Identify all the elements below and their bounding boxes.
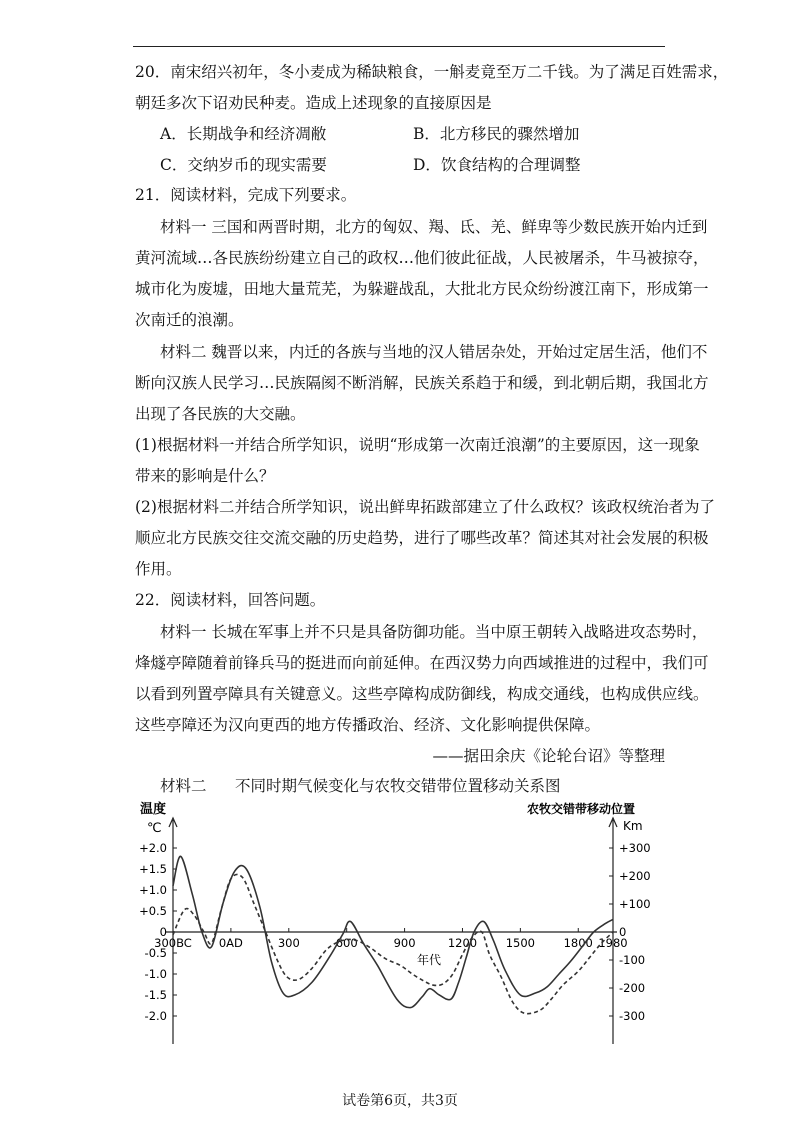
left-tick-label: 0	[159, 925, 167, 939]
left-tick-label: +2.0	[139, 841, 167, 855]
q22-material2-title: 不同时期气候变化与农牧交错带位置移动关系图	[235, 777, 561, 795]
x-axis-label: 年代	[417, 953, 442, 967]
x-tick-label: 1500	[505, 936, 536, 950]
right-tick-label: +300	[619, 841, 651, 855]
x-tick-label: 1200	[447, 936, 478, 950]
q21-material1-line-4: 次南迁的浪潮。	[135, 311, 244, 329]
x-tick-label: 0AD	[218, 936, 243, 950]
x-tick-label: 600	[335, 936, 358, 950]
q20-stem-line-1: 20．南宋绍兴初年，冬小麦成为稀缺粮食，一斛麦竟至万二千钱。为了满足百姓需求，	[135, 63, 729, 81]
x-tick-label: 1980	[598, 936, 628, 950]
q21-material1-line-1: 材料一 三国和两晋时期，北方的匈奴、羯、氐、羌、鲜卑等少数民族开始内迁到	[160, 218, 708, 236]
right-tick-label: 0	[619, 925, 627, 939]
right-tick-label: -200	[619, 981, 646, 995]
left-tick-label: -1.5	[144, 988, 167, 1002]
left-tick-label: +0.5	[139, 904, 167, 918]
left-tick-label: +1.5	[139, 862, 167, 876]
climate-chart	[135, 800, 675, 1070]
q22-material1-line-2: 烽燧亭障随着前锋兵马的挺进而向前延伸。在西汉势力向西域推进的过程中，我们可	[135, 654, 709, 672]
left-tick-label: -0.5	[144, 946, 167, 960]
x-tick-label: 1800	[563, 936, 593, 950]
q20-option-d: D．饮食结构的合理调整	[413, 156, 581, 174]
q20-option-c: C．交纳岁币的现实需要	[160, 156, 327, 174]
q20-stem-line-2: 朝廷多次下诏劝民种麦。造成上述现象的直接原因是	[135, 94, 492, 112]
chart-axes	[165, 818, 617, 1044]
q21-material2-line-1: 材料二 魏晋以来，内迁的各族与当地的汉人错居杂处，开始过定居生活，他们不	[160, 343, 708, 361]
x-axis-ticks	[154, 928, 627, 950]
q22-title: 22．阅读材料，回答问题。	[135, 591, 326, 609]
q22-material1-line-1: 材料一 长城在军事上并不只是具备防御功能。当中原王朝转入战略进攻态势时，	[160, 623, 708, 641]
q20-option-a: A．长期战争和经济凋敝	[160, 125, 327, 143]
q21-sub2-line-2: 顺应北方民族交往交流交融的历史趋势，进行了哪些改革？简述其对社会发展的积极	[135, 529, 709, 547]
q21-title: 21．阅读材料，完成下列要求。	[135, 186, 357, 204]
x-tick-label: 300	[277, 936, 300, 950]
left-tick-label: -1.0	[144, 967, 167, 981]
page-footer: 试卷第6页，共3页	[342, 1093, 458, 1109]
q20-option-b: B．北方移民的骤然增加	[413, 125, 580, 143]
q21-sub1-line-2: 带来的影响是什么？	[135, 467, 275, 485]
q22-source-citation: ——据田余庆《论轮台诏》等整理	[432, 747, 665, 765]
q22-material1-line-3: 以看到列置亭障具有关键意义。这些亭障构成防御线，构成交通线，也构成供应线。	[135, 685, 709, 703]
series-layer	[173, 856, 613, 1013]
right-tick-label: +200	[619, 869, 651, 883]
q22-material1-line-4: 这些亭障还为汉向更西的地方传播政治、经济、文化影响提供保障。	[135, 716, 601, 734]
left-axis-unit: ℃	[147, 821, 162, 836]
q21-material1-line-2: 黄河流域…各民族纷纷建立自己的政权…他们彼此征战，人民被屠杀，牛马被掠夺，	[135, 249, 709, 267]
right-axis-unit: Km	[623, 819, 643, 833]
left-tick-label: -2.0	[144, 1009, 167, 1023]
q22-material2-label: 材料二	[160, 777, 207, 795]
q21-material2-line-3: 出现了各民族的大交融。	[135, 405, 306, 423]
left-tick-label: +1.0	[139, 883, 167, 897]
right-tick-label: -300	[619, 1009, 646, 1023]
q21-material1-line-3: 城市化为废墟，田地大量荒芜，为躲避战乱，大批北方民众纷纷渡江南下，形成第一	[135, 280, 709, 298]
q21-material2-line-2: 断向汉族人民学习…民族隔阂不断消解，民族关系趋于和缓，到北朝后期，我国北方	[135, 374, 709, 392]
right-tick-label: +100	[619, 897, 651, 911]
q21-sub1-line-1: (1)根据材料一并结合所学知识，说明“形成第一次南迁浪潮”的主要原因，这一现象	[135, 436, 700, 454]
x-tick-label: 300BC	[154, 936, 192, 950]
right-axis-label: 农牧交错带移动位置	[526, 802, 635, 816]
top-rule	[133, 46, 665, 47]
right-tick-label: -100	[619, 953, 646, 967]
q21-sub2-line-3: 作用。	[135, 560, 182, 578]
left-axis-label: 温度	[140, 802, 167, 817]
x-tick-label: 900	[393, 936, 416, 950]
q21-sub2-line-1: (2)根据材料二并结合所学知识，说出鲜卑拓跋部建立了什么政权？该政权统治者为了	[135, 498, 715, 516]
